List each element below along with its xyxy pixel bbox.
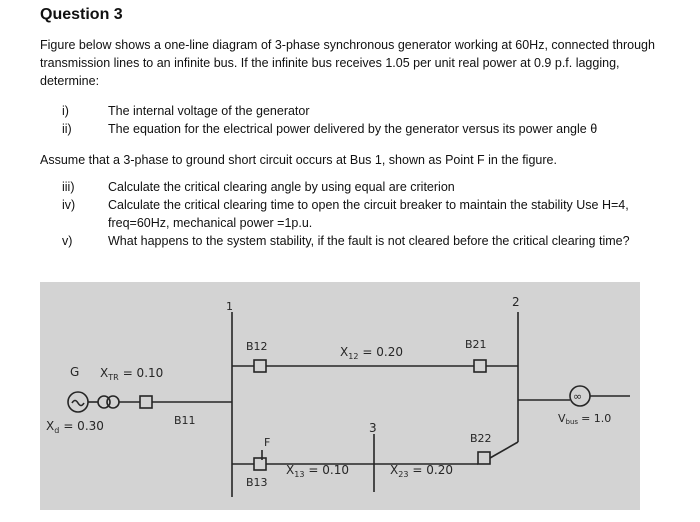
sub-question <box>62 120 662 138</box>
infinite-symbol: ∞ <box>573 390 583 403</box>
transformer-winding-2 <box>107 396 119 408</box>
question-title: Question 3 <box>40 6 123 23</box>
sub-question-text: The internal voltage of the generator <box>108 104 310 118</box>
one-line-diagram <box>40 282 640 510</box>
fault-assumption: Assume that a 3-phase to ground short circuit occurs at Bus 1, shown as Point F in the figure. <box>40 153 557 167</box>
sub-question-number: v) <box>62 234 73 248</box>
sub-question <box>62 178 662 196</box>
sub-questions-first <box>62 102 662 138</box>
breaker-label-b11: B11 <box>174 414 196 427</box>
x13-label: $X_{13} = 0.10$ <box>286 463 350 479</box>
breaker-b12 <box>254 360 266 372</box>
bus-2-label: 2 <box>512 295 520 309</box>
breaker-label-b22: B22 <box>470 432 492 445</box>
breaker-b21 <box>474 360 486 372</box>
sub-question <box>62 102 662 120</box>
bus-3-label: 3 <box>369 421 377 435</box>
sub-question-number: iii) <box>62 180 75 194</box>
sub-question-text: What happens to the system stability, if the fault is not cleared before the critical clearing time? <box>108 234 630 248</box>
xtr-label: $X_{TR} = 0.10$ <box>100 366 164 382</box>
breaker-label-b12: B12 <box>246 340 268 353</box>
generator-label: G <box>70 365 80 379</box>
sub-question <box>62 196 662 232</box>
sub-question-number: iv) <box>62 198 76 212</box>
question-intro: Figure below shows a one-line diagram of 3-phase synchronous generator working at 60Hz, connected through transmission lines to an infinite bus. If the infinite bus receives 1.05 per unit real power at 0.9 p.f. lagging, determine: <box>40 38 655 88</box>
sub-question <box>62 232 662 250</box>
xd-label: $X_d = 0.30$ <box>46 419 104 435</box>
vbus-label: Vbus = 1.0 <box>558 412 612 426</box>
sub-question-number: ii) <box>62 122 72 136</box>
x12-label: $X_{12} = 0.20$ <box>340 345 404 361</box>
sub-question-number: i) <box>62 104 69 118</box>
breaker-b11 <box>140 396 152 408</box>
breaker-label-b13: B13 <box>246 476 268 489</box>
fault-label: F <box>264 436 271 449</box>
breaker-b13 <box>254 458 266 470</box>
sub-questions-second <box>62 178 662 250</box>
sub-question-text: The equation for the electrical power delivered by the generator versus its power angle θ <box>108 122 598 136</box>
breaker-b22 <box>478 452 490 464</box>
one-line-diagram-photo <box>40 282 640 510</box>
sub-question-text: Calculate the critical clearing time to open the circuit breaker to maintain the stability Use H=4, freq=60Hz, mechanical power =1p.u. <box>108 198 629 230</box>
x23-label: $X_{23} = 0.20$ <box>390 463 454 479</box>
bus-1-label: 1 <box>226 300 233 313</box>
sub-question-text: Calculate the critical clearing angle by using equal are criterion <box>108 180 455 194</box>
breaker-label-b21: B21 <box>465 338 487 351</box>
